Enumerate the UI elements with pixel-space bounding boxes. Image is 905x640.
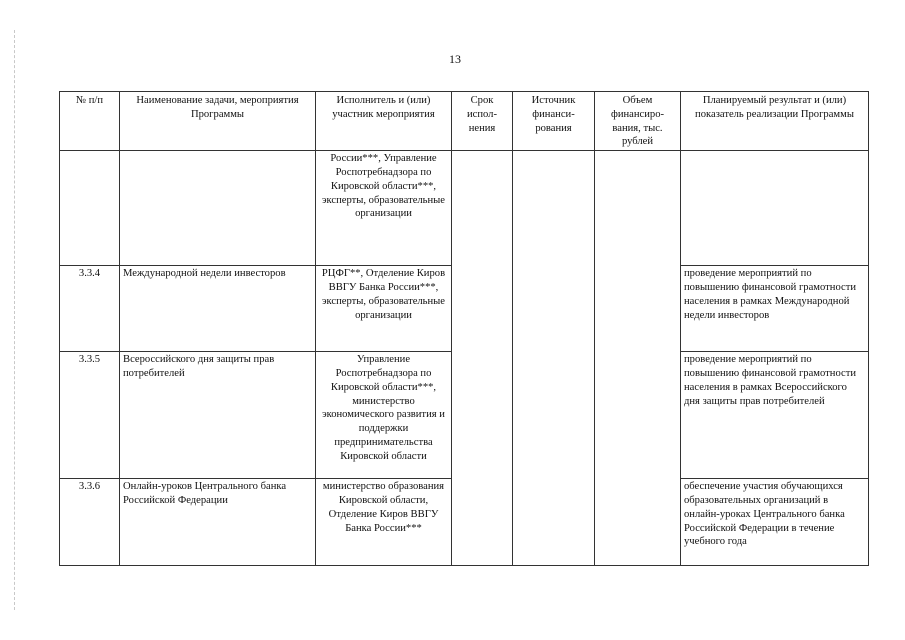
cell-funding-volume-merged bbox=[595, 151, 681, 566]
cell-executor: России***, Управление Роспотребнадзора по Кировской области***, эксперты, образовательные организации bbox=[316, 151, 452, 266]
header-planned-result: Планируемый результат и (или) показатель реализации Программы bbox=[681, 92, 869, 151]
cell-task-name: Онлайн-уроков Центрального банка Российской Федерации bbox=[120, 479, 316, 566]
cell-task-name: Международной недели инвесторов bbox=[120, 266, 316, 352]
header-funding-source: Источник финанси-рования bbox=[513, 92, 595, 151]
program-table bbox=[59, 91, 869, 566]
cell-result: обеспечение участия обучающихся образовательных организаций в онлайн-уроках Центрального банка Российской Федерации в течение учебного года bbox=[681, 479, 869, 566]
header-deadline: Срок испол-нения bbox=[452, 92, 513, 151]
cell-result bbox=[681, 151, 869, 266]
header-task-name: Наименование задачи, мероприятия Программы bbox=[120, 92, 316, 151]
page-number: 13 bbox=[449, 52, 461, 66]
cell-executor: РЦФГ**, Отделение Киров ВВГУ Банка России***, эксперты, образовательные организации bbox=[316, 266, 452, 352]
header-num: № п/п bbox=[60, 92, 120, 151]
cell-num: 3.3.5 bbox=[60, 352, 120, 479]
cell-task-name: Всероссийского дня защиты прав потребителей bbox=[120, 352, 316, 479]
cell-deadline-merged bbox=[452, 151, 513, 566]
cell-executor: Управление Роспотребнадзора по Кировской области***, министерство экономического развития и поддержки предпринимательства Кировской области bbox=[316, 352, 452, 479]
header-funding-volume: Объем финансиро-вания, тыс. рублей bbox=[595, 92, 681, 151]
table-row-continuation bbox=[60, 151, 869, 266]
header-row bbox=[60, 92, 869, 151]
cell-task-name bbox=[120, 151, 316, 266]
scan-edge bbox=[14, 30, 15, 610]
cell-result: проведение мероприятий по повышению финансовой грамотности населения в рамках Международной недели инвесторов bbox=[681, 266, 869, 352]
cell-num bbox=[60, 151, 120, 266]
cell-funding-source-merged bbox=[513, 151, 595, 566]
header-executor: Исполнитель и (или) участник мероприятия bbox=[316, 92, 452, 151]
cell-num: 3.3.6 bbox=[60, 479, 120, 566]
cell-executor: министерство образования Кировской области, Отделение Киров ВВГУ Банка России*** bbox=[316, 479, 452, 566]
cell-result: проведение мероприятий по повышению финансовой грамотности населения в рамках Всероссийского дня защиты прав потребителей bbox=[681, 352, 869, 479]
cell-num: 3.3.4 bbox=[60, 266, 120, 352]
